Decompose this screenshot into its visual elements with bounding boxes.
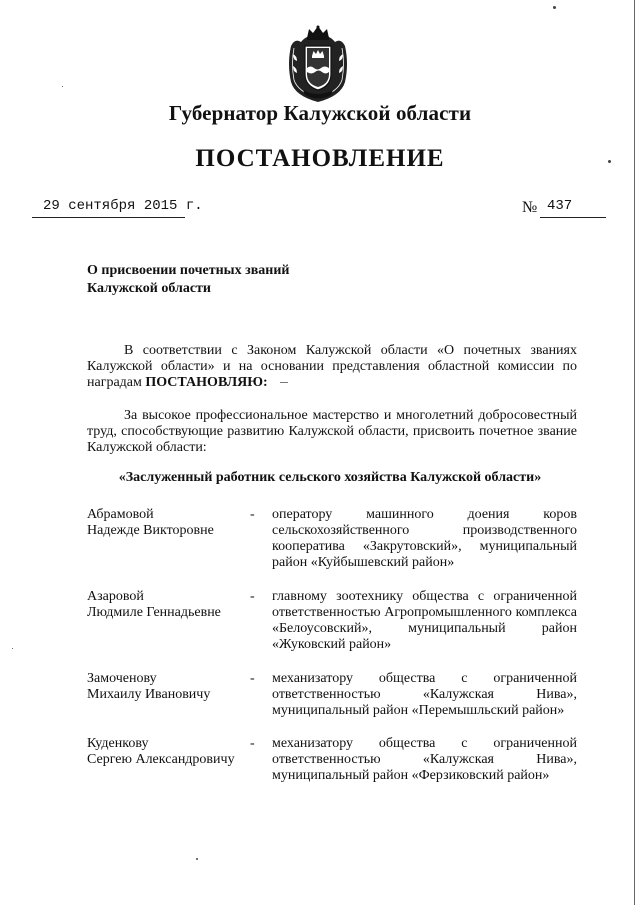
subject-line-1: О присвоении почетных званий	[87, 263, 290, 278]
award-paragraph: За высокое профессиональное мастерство и многолетний добросовестный труд, способствующие развитию Калужской области, присвоить почетное звание Калужской области:	[87, 408, 577, 455]
recipient-surname: Куденкову	[87, 736, 149, 751]
recipient-name	[87, 507, 247, 539]
recipient-given-names: Михаилу Ивановичу	[87, 687, 211, 702]
recipient-dash: -	[250, 589, 255, 604]
scan-speck	[608, 160, 611, 163]
recipient-position: механизатору общества с ограниченной ответственностью «Калужская Нива», муниципальный район «Ферзиковский район»	[272, 736, 577, 783]
scan-mark	[280, 382, 288, 383]
recipient-dash: -	[250, 507, 255, 522]
number-label: №	[522, 199, 538, 216]
document-type-heading: ПОСТАНОВЛЕНИЕ	[195, 145, 445, 172]
date-underline	[32, 217, 185, 218]
award-title: «Заслуженный работник сельского хозяйства Калужской области»	[118, 470, 542, 485]
page-edge-line	[634, 0, 635, 905]
preamble-paragraph	[87, 343, 577, 391]
recipient-given-names: Сергею Александровичу	[87, 752, 235, 767]
document-subject	[87, 262, 289, 298]
scan-speck	[553, 6, 556, 9]
kaluga-coat-of-arms-icon	[285, 24, 351, 104]
document-number: 437	[547, 198, 573, 214]
scan-speck	[62, 86, 63, 87]
subject-line-2: Калужской области	[87, 281, 211, 296]
issuer-title: Губернатор Калужской области	[168, 101, 472, 125]
recipient-surname: Абрамовой	[87, 507, 154, 522]
recipient-position: механизатору общества с ограниченной ответственностью «Калужская Нива», муниципальный район «Перемышльский район»	[272, 671, 577, 718]
number-underline	[540, 217, 606, 218]
recipient-name	[87, 671, 247, 703]
scan-speck	[12, 648, 13, 649]
scan-speck	[196, 858, 198, 860]
recipient-dash: -	[250, 736, 255, 751]
document-date: 29 сентября 2015 г.	[43, 198, 203, 214]
recipient-dash: -	[250, 671, 255, 686]
recipient-position: главному зоотехнику общества с ограниченной ответственностью Агропромышленного комплекса «Белоусовский», муниципальный район «Жуковский район»	[272, 589, 577, 652]
recipient-given-names: Надежде Викторовне	[87, 523, 214, 538]
recipient-surname: Замоченову	[87, 671, 157, 686]
recipient-name	[87, 589, 247, 621]
recipient-position: оператору машинного доения коров сельскохозяйственного производственного кооператива «Закрутовский», муниципальный район «Куйбышевский район»	[272, 507, 577, 570]
recipient-name	[87, 736, 247, 768]
recipient-given-names: Людмиле Геннадьевне	[87, 605, 221, 620]
decree-keyword: ПОСТАНОВЛЯЮ:	[145, 375, 268, 390]
recipient-surname: Азаровой	[87, 589, 144, 604]
preamble-text: В соответствии с Законом Калужской области «О почетных званиях Калужской области» и на основании представления областной комиссии по наградам	[87, 343, 577, 390]
